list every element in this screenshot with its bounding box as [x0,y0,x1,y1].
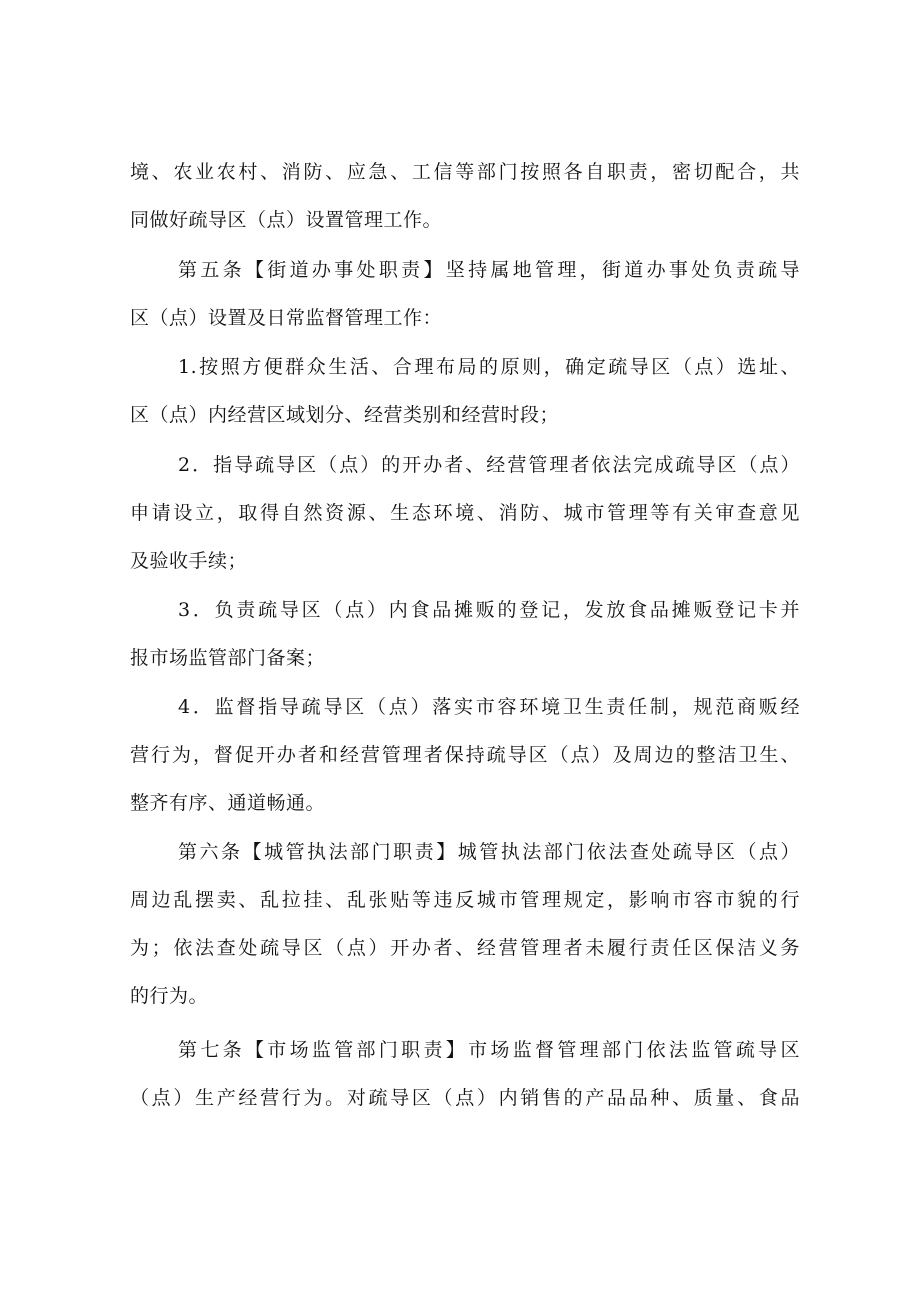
text-line: （点）生产经营行为。对疏导区（点）内销售的产品品种、质量、食品 [130,1087,800,1109]
text-line: 及验收手续； [130,550,248,572]
text-line: 整齐有序、通道畅通。 [130,792,326,814]
list-item-line: 2．指导疏导区（点）的开办者、经营管理者依法完成疏导区（点） [178,454,800,476]
text-line: 的行为。 [130,985,209,1007]
text-line: 同做好疏导区（点）设置管理工作。 [130,209,443,231]
text-line: 报市场监管部门备案； [130,647,326,669]
text-line: 区（点）设置及日常监督管理工作： [130,307,443,329]
text-line: 周边乱摆卖、乱拉挂、乱张贴等违反城市管理规定，影响市容市貌的行 [130,889,800,911]
text-line: 区（点）内经营区域划分、经营类别和经营时段； [130,404,560,426]
article-heading-line: 第七条【市场监管部门职责】市场监督管理部门依法监管疏导区 [178,1039,800,1061]
text-line: 境、农业农村、消防、应急、工信等部门按照各自职责，密切配合，共 [130,161,800,183]
text-line: 申请设立，取得自然资源、生态环境、消防、城市管理等有关审查意见 [130,502,800,524]
article-heading-line: 第五条【街道办事处职责】坚持属地管理，街道办事处负责疏导 [178,259,800,281]
list-item-line: 3．负责疏导区（点）内食品摊贩的登记，发放食品摊贩登记卡并 [178,599,800,621]
list-item-line: 4．监督指导疏导区（点）落实市容环境卫生责任制，规范商贩经 [178,696,800,718]
text-line: 为；依法查处疏导区（点）开办者、经营管理者未履行责任区保洁义务 [130,937,800,959]
article-heading-line: 第六条【城管执法部门职责】城管执法部门依法查处疏导区（点） [178,841,800,863]
list-item-line: 1.按照方便群众生活、合理布局的原则，确定疏导区（点）选址、 [178,356,800,378]
text-line: 营行为，督促开办者和经营管理者保持疏导区（点）及周边的整洁卫生、 [130,744,800,766]
